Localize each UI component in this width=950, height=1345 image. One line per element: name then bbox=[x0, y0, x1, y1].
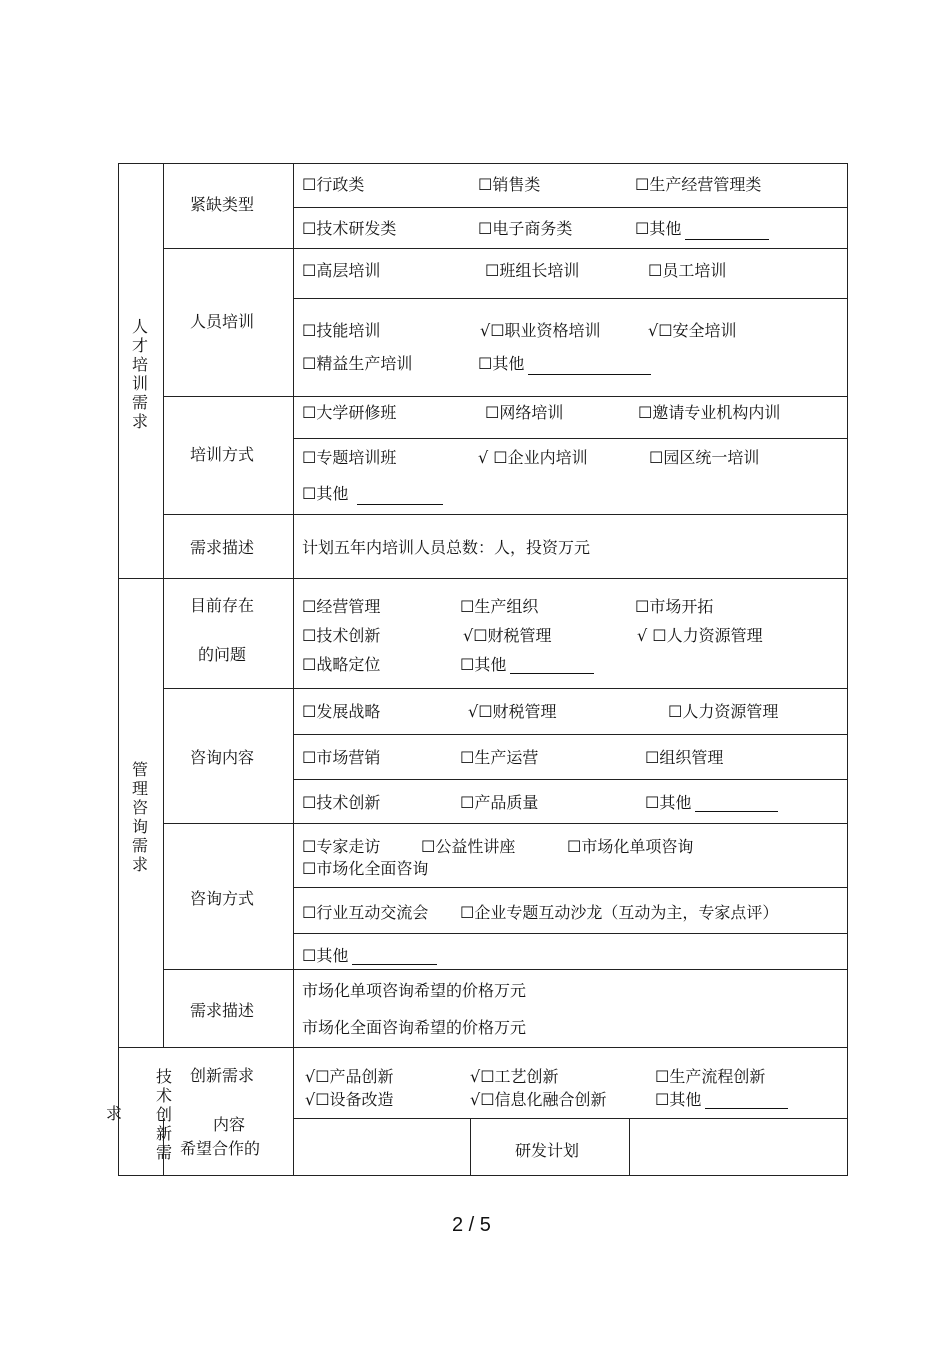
checkbox-park-training[interactable]: ☐园区统一培训 bbox=[649, 448, 760, 467]
checkbox-rd[interactable]: ☐技术研发类 bbox=[302, 219, 397, 238]
blank-other-6[interactable] bbox=[352, 964, 437, 965]
blank-other-3[interactable] bbox=[357, 504, 443, 505]
checkbox-product-quality[interactable]: ☐产品质量 bbox=[460, 793, 539, 812]
checkbox-other-2[interactable]: ☐其他 bbox=[478, 354, 525, 373]
checkbox-online-training[interactable]: ☐网络培训 bbox=[485, 403, 564, 422]
checkbox-market-expansion[interactable]: ☐市场开拓 bbox=[635, 597, 714, 616]
checkbox-it-integration[interactable]: √☐信息化融合创新 bbox=[470, 1090, 607, 1109]
checkbox-finance-tax-1[interactable]: √☐财税管理 bbox=[463, 626, 552, 645]
checkbox-operation-mgmt[interactable]: ☐经营管理 bbox=[302, 597, 381, 616]
checkbox-production-ops[interactable]: ☐生产运营 bbox=[460, 748, 539, 767]
section-tech-innovation-tail: 求 bbox=[106, 1104, 123, 1123]
checkbox-full-consult[interactable]: ☐市场化全面咨询 bbox=[302, 859, 429, 878]
checkbox-inhouse-training[interactable]: √ ☐企业内培训 bbox=[478, 448, 588, 467]
checkbox-process-innovation[interactable]: √☐工艺创新 bbox=[470, 1067, 559, 1086]
checkbox-sales[interactable]: ☐销售类 bbox=[478, 175, 541, 194]
training-plan-text: 计划五年内培训人员总数：人，投资万元 bbox=[302, 538, 591, 557]
checkbox-marketing[interactable]: ☐市场营销 bbox=[302, 748, 381, 767]
label-coop-content: 内容 bbox=[213, 1115, 246, 1134]
label-innovation-need: 创新需求 bbox=[190, 1066, 255, 1085]
checkbox-org-mgmt[interactable]: ☐组织管理 bbox=[645, 748, 724, 767]
checkbox-university-course[interactable]: ☐大学研修班 bbox=[302, 403, 397, 422]
checkbox-tech-innovation-1[interactable]: ☐技术创新 bbox=[302, 626, 381, 645]
checkbox-lean-training[interactable]: ☐精益生产培训 bbox=[302, 354, 413, 373]
checkbox-production-mgmt[interactable]: ☐生产经营管理类 bbox=[635, 175, 762, 194]
page-number: 2 / 5 bbox=[452, 1214, 491, 1236]
checkbox-production-org[interactable]: ☐生产组织 bbox=[460, 597, 539, 616]
checkbox-agency-training[interactable]: ☐邀请专业机构内训 bbox=[638, 403, 781, 422]
label-training-method: 培训方式 bbox=[190, 445, 255, 464]
checkbox-admin[interactable]: ☐行政类 bbox=[302, 175, 365, 194]
single-consult-price-text: 市场化单项咨询希望的价格万元 bbox=[302, 981, 527, 1000]
section-talent-training: 人才培训需求 bbox=[131, 317, 148, 431]
checkbox-expert-visit[interactable]: ☐专家走访 bbox=[302, 837, 381, 856]
blank-other-7[interactable] bbox=[705, 1108, 788, 1109]
checkbox-team-leader-training[interactable]: ☐班组长培训 bbox=[485, 261, 580, 280]
label-consult-content: 咨询内容 bbox=[190, 748, 255, 767]
checkbox-hr-mgmt-2[interactable]: ☐人力资源管理 bbox=[668, 702, 779, 721]
checkbox-finance-tax-2[interactable]: √☐财税管理 bbox=[468, 702, 557, 721]
checkbox-public-lecture[interactable]: ☐公益性讲座 bbox=[421, 837, 516, 856]
label-shortage-type: 紧缺类型 bbox=[190, 195, 255, 214]
section-management-consulting: 管理咨询需求 bbox=[131, 760, 148, 874]
checkbox-topic-class[interactable]: ☐专题培训班 bbox=[302, 448, 397, 467]
blank-other-1[interactable] bbox=[685, 239, 769, 240]
checkbox-qualification-training[interactable]: √☐职业资格培训 bbox=[480, 321, 601, 340]
checkbox-other-7[interactable]: ☐其他 bbox=[655, 1090, 702, 1109]
checkbox-enterprise-salon[interactable]: ☐企业专题互动沙龙（互动为主，专家点评） bbox=[460, 903, 779, 922]
checkbox-hr-mgmt-1[interactable]: √ ☐人力资源管理 bbox=[637, 626, 763, 645]
checkbox-single-consult[interactable]: ☐市场化单项咨询 bbox=[567, 837, 694, 856]
label-requirement-desc-2: 需求描述 bbox=[190, 1001, 255, 1020]
checkbox-tech-innovation-2[interactable]: ☐技术创新 bbox=[302, 793, 381, 812]
checkbox-other-6[interactable]: ☐其他 bbox=[302, 946, 349, 965]
checkbox-ecommerce[interactable]: ☐电子商务类 bbox=[478, 219, 573, 238]
label-coop-wish: 希望合作的 bbox=[180, 1139, 261, 1158]
full-consult-price-text: 市场化全面咨询希望的价格万元 bbox=[302, 1018, 527, 1037]
checkbox-equipment-upgrade[interactable]: √☐设备改造 bbox=[305, 1090, 394, 1109]
checkbox-other-1[interactable]: ☐其他 bbox=[635, 219, 682, 238]
checkbox-senior-training[interactable]: ☐高层培训 bbox=[302, 261, 381, 280]
section-tech-innovation: 技术创新需 bbox=[155, 1067, 172, 1162]
checkbox-safety-training[interactable]: √☐安全培训 bbox=[648, 321, 737, 340]
label-requirement-desc-1: 需求描述 bbox=[190, 538, 255, 557]
checkbox-industry-exchange[interactable]: ☐行业互动交流会 bbox=[302, 903, 429, 922]
label-staff-training: 人员培训 bbox=[190, 312, 255, 331]
label-rd-plan: 研发计划 bbox=[515, 1141, 580, 1160]
checkbox-employee-training[interactable]: ☐员工培训 bbox=[648, 261, 727, 280]
checkbox-other-5[interactable]: ☐其他 bbox=[645, 793, 692, 812]
checkbox-skill-training[interactable]: ☐技能培训 bbox=[302, 321, 381, 340]
label-current-issues-2: 的问题 bbox=[198, 645, 247, 664]
checkbox-strategy-position[interactable]: ☐战略定位 bbox=[302, 655, 381, 674]
blank-other-4[interactable] bbox=[510, 673, 594, 674]
checkbox-production-flow-innovation[interactable]: ☐生产流程创新 bbox=[655, 1067, 766, 1086]
checkbox-product-innovation[interactable]: √☐产品创新 bbox=[305, 1067, 394, 1086]
checkbox-other-4[interactable]: ☐其他 bbox=[460, 655, 507, 674]
label-current-issues-1: 目前存在 bbox=[190, 596, 255, 615]
blank-other-5[interactable] bbox=[695, 811, 778, 812]
checkbox-dev-strategy[interactable]: ☐发展战略 bbox=[302, 702, 381, 721]
blank-other-2[interactable] bbox=[528, 374, 651, 375]
checkbox-other-3[interactable]: ☐其他 bbox=[302, 484, 349, 503]
label-consult-method: 咨询方式 bbox=[190, 889, 255, 908]
